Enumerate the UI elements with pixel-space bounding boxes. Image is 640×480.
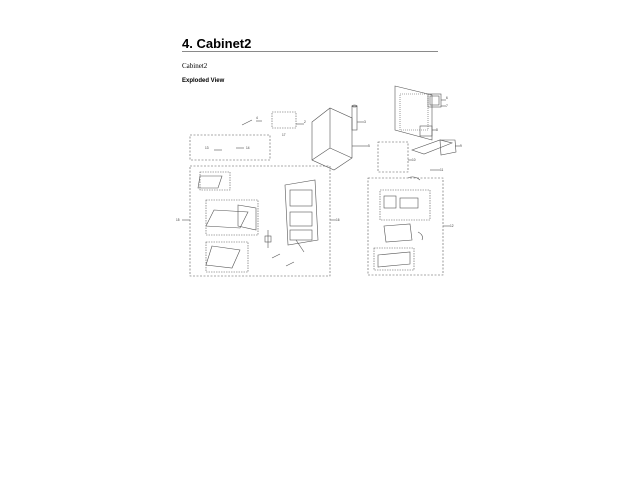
group-box-inner-f <box>272 112 296 128</box>
exploded-view-heading: Exploded View <box>182 78 225 84</box>
group-box-left-top <box>190 135 270 160</box>
callout-5: 5 <box>368 144 370 148</box>
duct-tube <box>352 106 357 130</box>
section-subtitle: Cabinet2 <box>182 62 208 70</box>
callout-6: 6 <box>446 96 448 100</box>
callout-17: 17 <box>282 133 286 137</box>
callout-4: 4 <box>256 116 258 120</box>
callout-3: 3 <box>364 120 366 124</box>
section-title: 4. Cabinet2 <box>182 36 252 51</box>
callout-11: 11 <box>440 168 444 172</box>
group-box-inner-b <box>206 200 258 235</box>
callout-12: 12 <box>450 224 454 228</box>
group-box-left-main <box>190 166 330 276</box>
callout-2: 2 <box>304 120 306 124</box>
callout-14: 14 <box>246 146 250 150</box>
callout-15: 15 <box>176 218 180 222</box>
group-box-inner-d <box>380 190 430 220</box>
callout-9: 9 <box>460 144 462 148</box>
callout-10: 10 <box>412 158 416 162</box>
callout-8: 8 <box>436 128 438 132</box>
group-box-inner-a <box>200 172 230 190</box>
freezer-shelf <box>206 210 248 228</box>
cabinet-side-panel <box>312 108 352 170</box>
group-box-right-upper <box>378 142 408 172</box>
callout-7: 7 <box>446 104 448 108</box>
control-module <box>384 196 396 208</box>
group-box-right-lower <box>368 178 443 275</box>
callout-16: 16 <box>336 218 340 222</box>
callout-13: 13 <box>205 146 209 150</box>
